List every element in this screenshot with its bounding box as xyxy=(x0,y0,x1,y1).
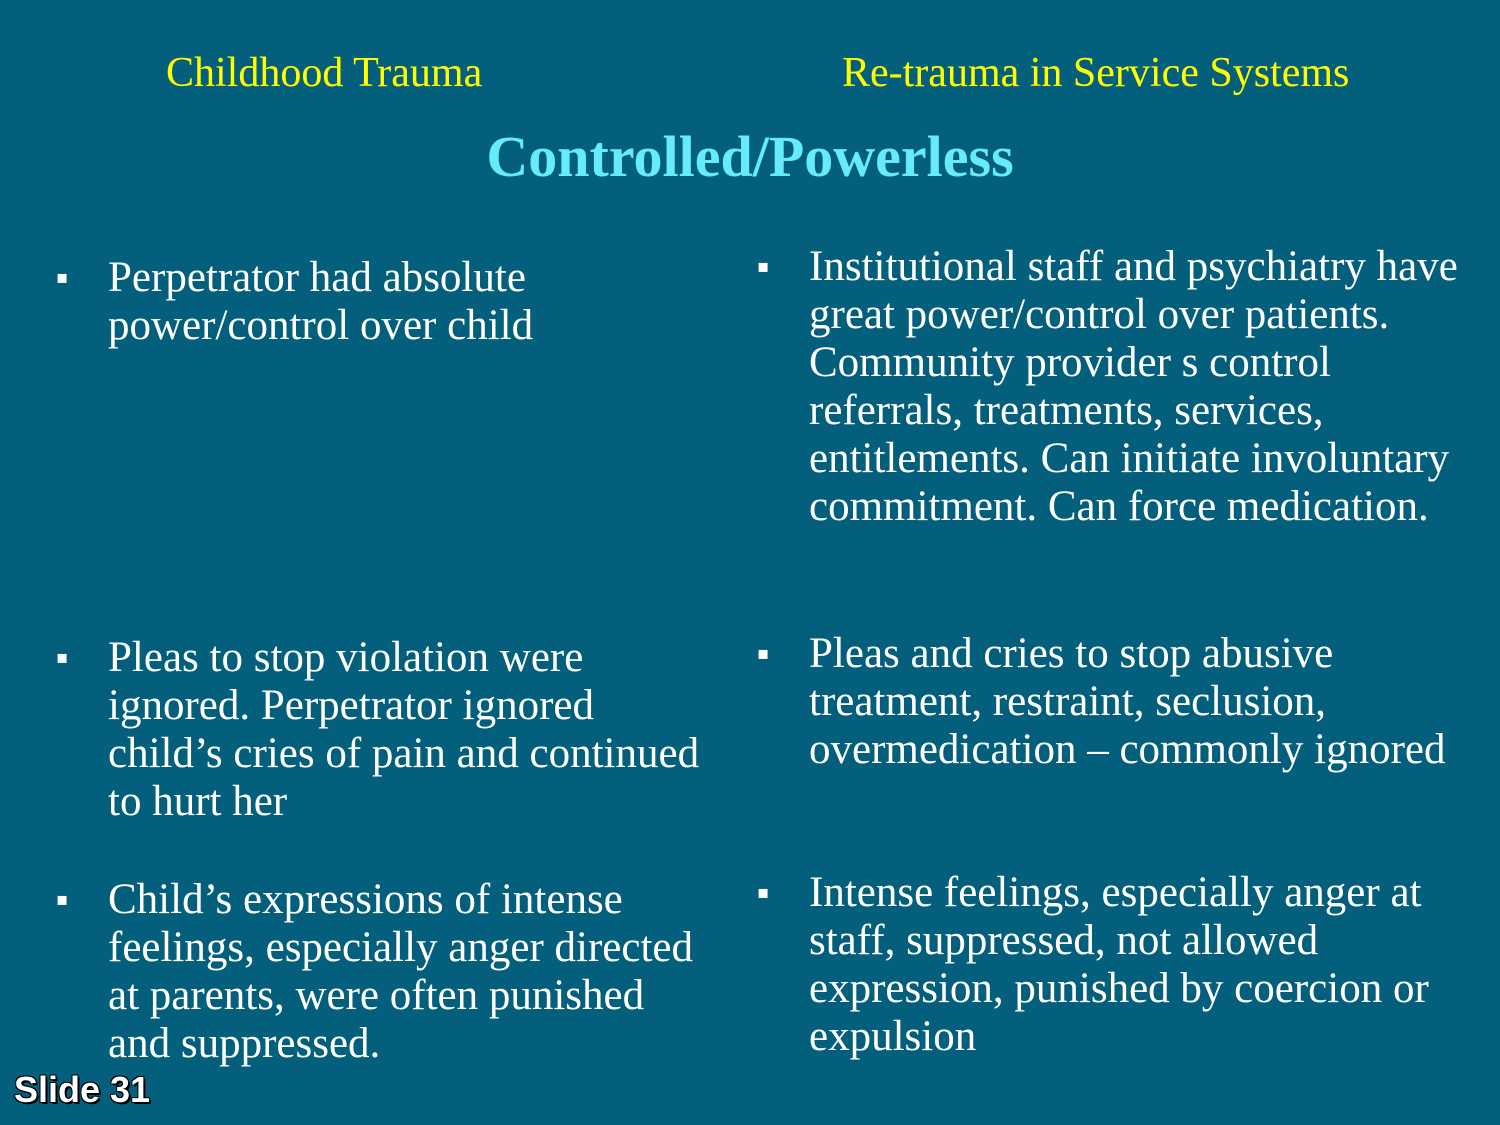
bullet-text: Pleas to stop violation were ignored. Perpetrator ignored child’s cries of pain and continued to hurt her xyxy=(108,634,700,825)
left-bullet-1 xyxy=(56,254,706,350)
left-bullet-3 xyxy=(56,876,706,1068)
square-bullet-icon: ▪ xyxy=(757,643,770,664)
bullet-text: Child’s expressions of intense feelings, especially anger directed at parents, were often punished and suppressed. xyxy=(108,876,693,1067)
left-column-header: Childhood Trauma xyxy=(166,50,483,96)
square-bullet-icon: ▪ xyxy=(56,889,69,910)
square-bullet-icon: ▪ xyxy=(56,267,69,288)
bullet-text: Intense feelings, especially anger at staff, suppressed, not allowed expression, punished by coercion or expulsion xyxy=(809,869,1429,1060)
right-bullet-2 xyxy=(757,630,1477,774)
square-bullet-icon: ▪ xyxy=(757,882,770,903)
slide-number: Slide 31 xyxy=(14,1069,151,1110)
slide-title: Controlled/Powerless xyxy=(486,124,1014,189)
bullet-text: Pleas and cries to stop abusive treatment, restraint, seclusion, overmedication – commonly ignored xyxy=(809,630,1446,773)
bullet-text: Institutional staff and psychiatry have great power/control over patients. Community provider s control referrals, treatments, services, entitlements. Can initiate involuntary commitment. Can force medication. xyxy=(809,243,1458,530)
right-column-header: Re-trauma in Service Systems xyxy=(842,50,1350,96)
right-bullet-1 xyxy=(757,243,1477,531)
right-bullet-3 xyxy=(757,869,1477,1061)
square-bullet-icon: ▪ xyxy=(56,647,69,668)
left-bullet-2 xyxy=(56,634,706,826)
square-bullet-icon: ▪ xyxy=(757,256,770,277)
bullet-text: Perpetrator had absolute power/control over child xyxy=(108,254,534,349)
